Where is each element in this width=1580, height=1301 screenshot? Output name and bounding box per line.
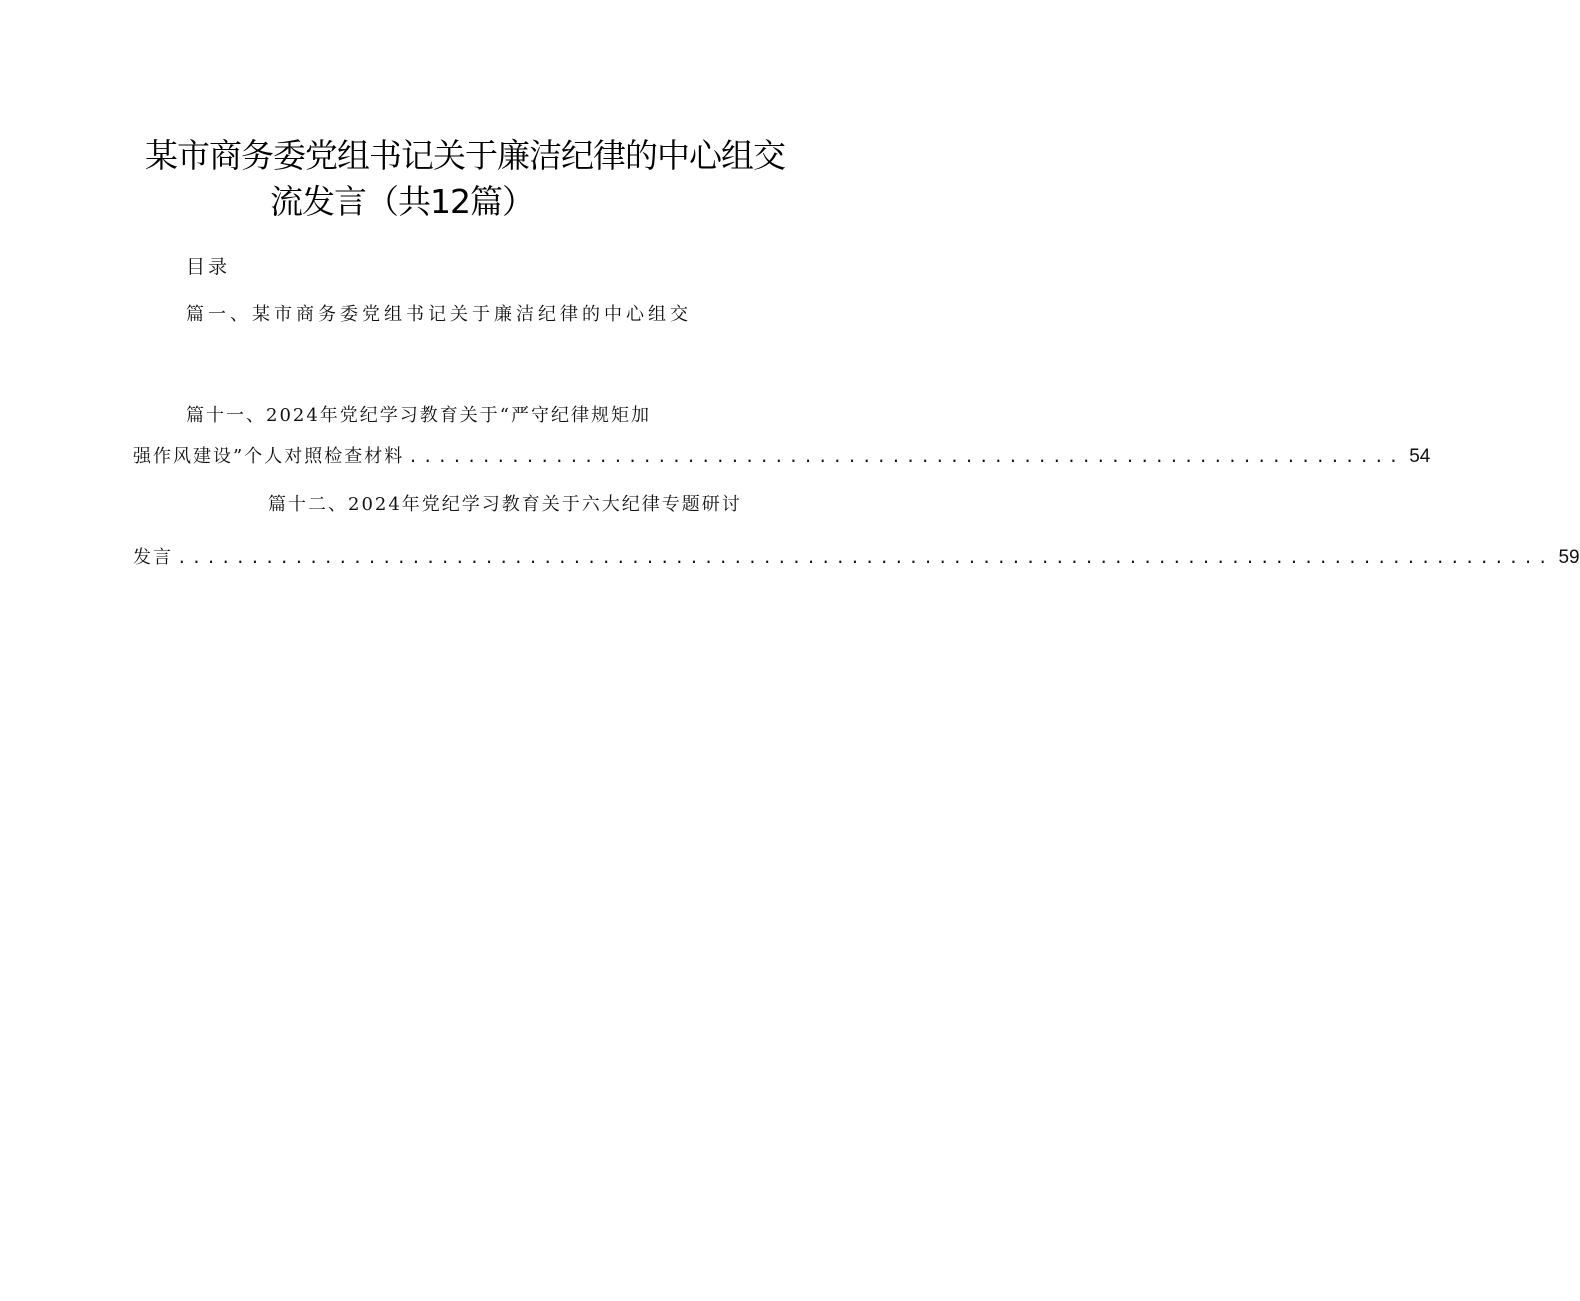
toc-entry-12-line-1[interactable]: 篇十二、2024年党纪学习教育关于六大纪律专题研讨 (268, 494, 742, 515)
toc-heading: 目录 (186, 256, 231, 278)
dot-leader: .................................................................... (408, 447, 1404, 466)
toc-entry-11-text: 强作风建设”个人对照检查材料 (133, 446, 405, 467)
toc-entry-12-page: 59 (1558, 547, 1580, 568)
dot-leader: .............................................................................................. (177, 548, 1553, 567)
toc-entry-12-line-2[interactable] (133, 545, 1580, 571)
toc-entry-12-text: 发言 (133, 547, 173, 568)
toc-entry-11-line-2[interactable] (133, 444, 1431, 470)
toc-entry-1[interactable]: 篇一、某市商务委党组书记关于廉洁纪律的中心组交 (186, 304, 692, 325)
toc-entry-11-page: 54 (1409, 446, 1431, 467)
title-line-1: 某市商务委党组书记关于廉洁纪律的中心组交 (145, 136, 785, 175)
toc-entry-11-line-1[interactable]: 篇十一、2024年党纪学习教育关于“严守纪律规矩加 (186, 405, 652, 426)
title-line-2: 流发言（共12篇） (270, 182, 534, 221)
